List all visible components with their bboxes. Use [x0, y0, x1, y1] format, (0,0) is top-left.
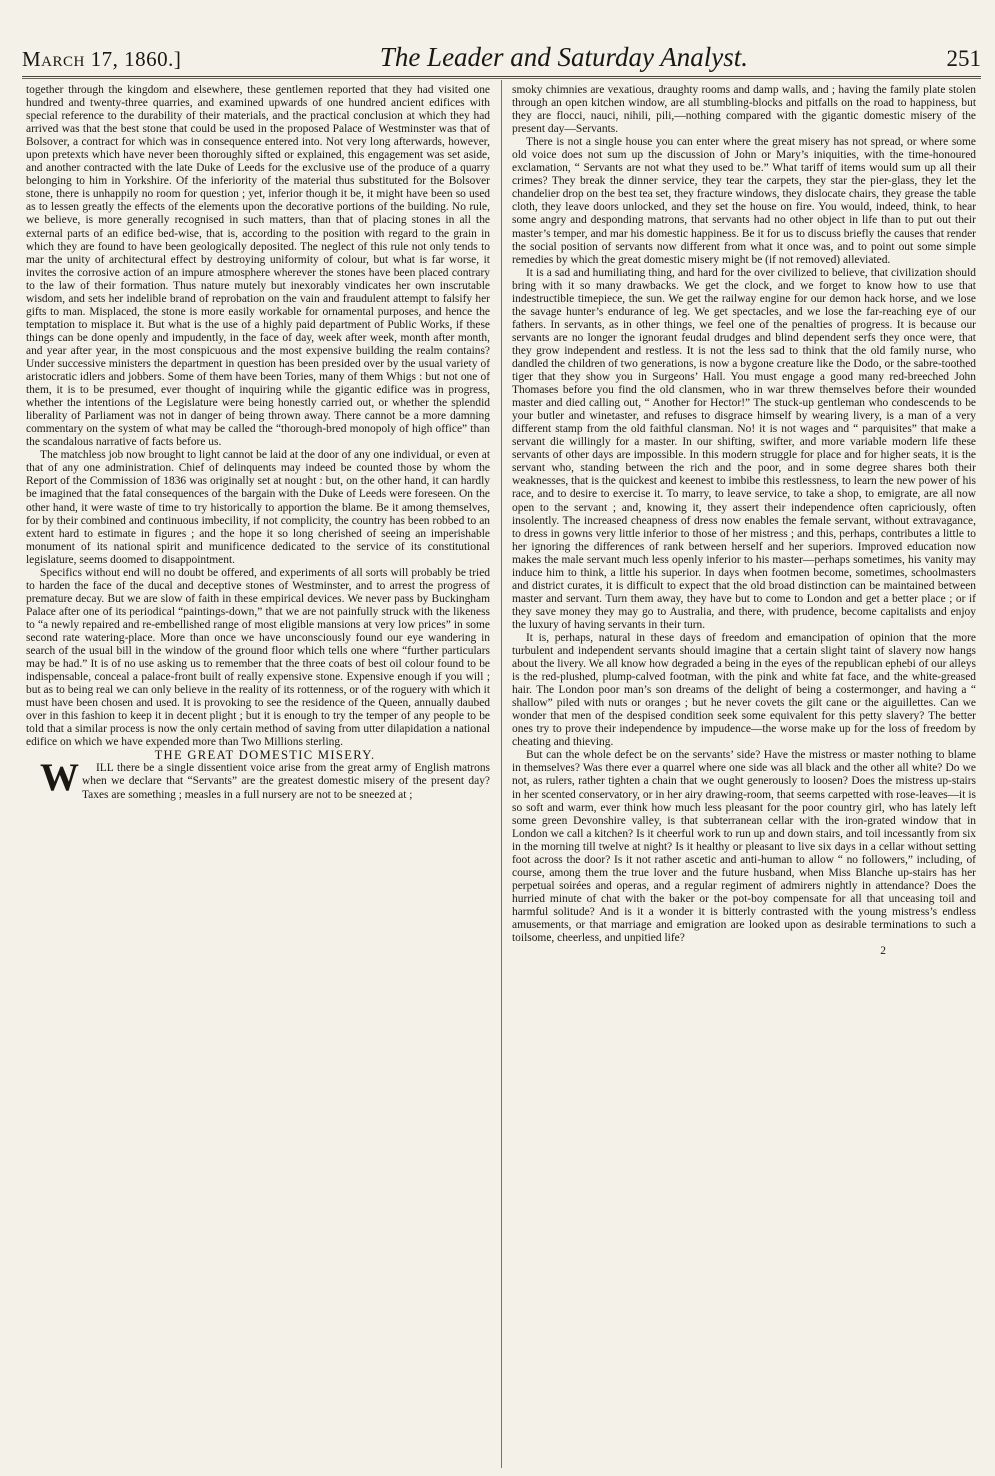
right-column — [512, 84, 976, 1468]
right-paragraph-2: There is not a single house you can enter where the great misery has not spread, or where some old voice does not sum up the discussion of John or Mary’s iniquities, with the time-honoured exclamation, “ Servants are not what they used to be.” What tariff of items would sum up all their crimes? They break the dinner service, they tear the carpets, they star the pier-glass, they let the chandelier drop on the best tea set, they fracture windows, they dislocate chairs, they grease the table cloth, they leave doors unlocked, and they set the house on fire. You would, indeed, think, to hear some angry and desponding matrons, that servants had no other object in life than to put out their master’s temper, and mar his domestic happiness. Be it for us to discuss briefly the causes that render the social position of servants now different from what it once was, and to point out some simple remedies by which the great domestic misery might be (if not removed) alleviated. — [512, 136, 976, 266]
left-paragraph-3: Specifics without end will no doubt be offered, and experiments of all sorts will probably be tried to harden the face of the ducal and deceptive stones of Westminster, and to arrest the progress of premature decay. But we are slow of faith in these empirical devices. We never pass by Buckingham Palace after one of its periodical “paintings-down,” that we are not painfully struck with the likeness to “a newly repaired and re-embellished range of most eligible mansions at very low prices” in some second rate watering-place. More than once we have unconsciously found our eye wandering in search of the usual bill in the window of the ground floor which tells one where “further particulars may be had.” It is of no use asking us to remember that the three coats of best oil colour found to be indispensable, conceal a palace-front built of really expensive stone. Expensive enough if you will ; but as to being real we can only believe in the reality of its rottenness, or of the roguery with which it must have been chosen and used. It is provoking to see the residence of the Queen, annually daubed over in this fashion to keep it in decent plight ; but it is enough to try the temper of any people to be told that a similar process is now the only certain method of saving from utter dilapidation a national edifice on which we have expended more than Two Millions sterling. — [26, 566, 490, 749]
right-paragraph-3: It is a sad and humiliating thing, and hard for the over civilized to believe, that civilization should bring with it so many drawbacks. We get the clock, and we forget to know how to use that indestructible timepiece, the sun. We get the railway engine for our demon hack horse, and we lose the savage hunter’s endurance of leg. We get spectacles, and we lose the far-reaching eye of our fathers. In servants, as in other things, we feel one of the penalties of progress. It is because our servants are no longer the ignorant feudal drudges and blind dependent serfs they once were, that they grow independent and restless. It is not the less sad to think that the old family nurse, who dandled the children of two generations, is now a bygone creature like the Dodo, or the sabre-toothed tiger that they show you in Surgeons’ Hall. You must engage a good many red-breeched John Thomases before you find the old clansmen, who in war threw themselves before their wounded master and died calling out, “ Another for Hector!” The stuck-up gentleman who condescends to be your butler and winetaster, and refuses to disgrace himself by wearing livery, is a man of a very different stamp from the old faithful clansman. No! it is not wages and “ parquisites” that make a servant die willingly for a master. In our shifting, swifter, and more variable modern life these servants of other days are impossible. In this modern struggle for place and for higher seats, it is the servant who, standing between the rich and the poor, and in some degree shares both their weaknesses, that is the quickest and keenest to imbibe this restlessness, to learn the new power of his race, and to desire to exercise it. To marry, to leave service, to take a shop, to emigrate, are all now open to the servant ; and, knowing it, they assert their independence often capriciously, often insolently. The increased cheapness of dress now enables the female servant, without extravagance, to dress in gowns very little inferior to those of her mistress ; and this, perhaps, contributes a little to her ignoring the differences of rank between herself and her superiors. Improved education now makes the male servant much less openly inferior to his master—perhaps sometimes, his vanity may induce him to think, a little his superior. In days when footmen become, sometimes, schoolmasters and district curates, it is difficult to expect that the old broad distinction can be maintained between master and servant. Turn them away, they have but to come to London and get a better place ; or if they save money they may go to Australia, and there, with prudence, become capitalists and enjoy the luxury of having servants in their turn. — [512, 266, 976, 631]
header-date: March 17, 1860.] — [22, 47, 182, 71]
page-header — [22, 40, 981, 77]
section-opening-text: ILL there be a single dissentient voice arise from the great army of English matrons when we declare that “Servants” are the greatest domestic misery of the present day? Taxes are something ; measles in a full nursery are not to be sneezed at ; — [82, 762, 490, 801]
header-rule — [22, 78, 981, 79]
section-title: THE GREAT DOMESTIC MISERY. — [154, 748, 376, 763]
column-signature: 2 — [880, 945, 886, 958]
section-opening-paragraph — [26, 756, 490, 801]
left-column — [26, 84, 490, 1468]
right-paragraph-1: smoky chimnies are vexatious, draughty rooms and damp walls, and ; having the family plate stolen through an open kitchen window, are all stumbling-blocks and pitfalls on the road to happiness, but they are flocci, nauci, nihili, pili,—nothing compared with the gigantic domestic misery of the present day—Servants. — [512, 84, 976, 136]
right-paragraph-5: But can the whole defect be on the servants’ side? Have the mistress or master nothing to blame in themselves? Was there ever a quarrel where one side was all black and the other all white? Do we not, as rulers, rather tighten a chain that we ought generously to loosen? Does the mistress up-stairs in her scented conservatory, or in her airy drawing-room, that seems carpetted with rose-leaves—it is so soft and warm, ever think how much less pleasant for the poor country girl, who has lately left some green Devonshire valley, is that subterranean cellar with the iron-grated window that in London we call a kitchen? Is it cheerful work to run up and down stairs, and toil incessantly from six in the morning till twelve at night? Is it healthy or pleasant to live six days in a cellar without setting foot across the door? Is it not rather ascetic and anti-human to allow “ no followers,” including, of course, among them the true lover and the future husband, when Miss Blanche up-stairs has her perpetual soirées and operas, and a regular regiment of admirers nightly in attendance? Does the hurried minute of chat with the baker or the pot-boy compensate for all that unceasing toil and harmful solitude? And is it a wonder it is bitterly contrasted with the young mistress’s endless amusements, or that marriage and emigration are looked upon as desirable terminations to such a toilsome, cheerless, and unpitied life? — [512, 749, 976, 945]
right-paragraph-4: It is, perhaps, natural in these days of freedom and emancipation of opinion that the more turbulent and independent servants should imagine that a certain slight taint of slavery now hangs about the livery. We all know how degraded a being in the eyes of the republican ephebi of our alleys is the red-plushed, plump-calved footman, with the pink and white fat face, and the white-greased hair. The London poor man’s son dreams of the delight of being a costermonger, and having a “ shallow” piled with nuts or oranges ; but he never covets the gilt cane or the aiguillettes. Can we wonder that men of the despised condition seek some equivalent for this petty slavery? The better ones try to prove their independence by impudence—the worse make up for the loss of freedom by cheating and thieving. — [512, 631, 976, 749]
header-page-number: 251 — [946, 46, 981, 71]
column-divider — [501, 80, 502, 1468]
header-title: The Leader and Saturday Analyst. — [379, 42, 749, 72]
left-paragraph-2: The matchless job now brought to light cannot be laid at the door of any one individual, or even at that of any one administration. Chief of delinquents may indeed be counted those by whom the Report of the Commission of 1836 was originally set at nought : but, on the other hand, it can hardly be imagined that the fatal consequences of the bargain with the Duke of Leeds were foreseen. On the other hand, it were waste of time to try historically to apportion the blame. Be it among themselves, for by their combined and continuous imbecility, if not complicity, the country has been robbed to an extent hard to estimate in figures ; and the hope it so long cherished of seeing an imperishable monument of its national spirit and munificence dedicated to the service of its constitutional legislature, seems doomed to disappointment. — [26, 449, 490, 566]
left-paragraph-1: together through the kingdom and elsewhere, these gentlemen reported that they had visited one hundred and twenty-three quarries, and examined upwards of one hundred ancient edifices with special reference to the durability of their materials, and the practical conclusion at which they had arrived was that the best stone that could be used in the proposed Palace of Westminster was that of Bolsover, a contract for which was in consequence entered into. Not very long afterwards, however, upon pretexts which have never been thoroughly sifted or explained, this engagement was set aside, and another contracted with the late Duke of Leeds for the exclusive use of the produce of a quarry belonging to him in Yorkshire. Of the inferiority of the material thus substituted for the Bolsover stone, there is unhappily no room for question ; yet, inferior though it be, it might have been so used as to lessen greatly the effects of the elements upon the decorative portions of the building. No rule, we believe, is more generally recognised in such matters, than that of placing stones in all the external parts of an edifice bed-wise, that is, according to the position with regard to the grain in which they are found to have been geologically deposited. The neglect of this rule not only tends to mar the unity of architectural effect by destroying uniformity of colour, but what is far worse, it invites the corrosive action of an impure atmosphere wherever the stones have been placed contrary to the law of their formation. Thus nature mutely but inexorably vindicates her own inscrutable wisdom, and sets her indelible brand of reprobation on the vain and fraudulent attempt to falsify her gifts to man. Misplaced, the stone is more easily workable for ornamental purposes, and hence the temptation to misplace it. But what is the use of a highly paid department of Public Works, if these things can be done openly and impudently, in the face of day, week after week, month after month, and year after year, in the most conspicuous and the most expensive building the realm contains? Under successive ministers the department in question has been presided over by the usual variety of aristocratic idlers and jobbers. Some of them have been Tories, many of them Whigs : but not one of them, it is to be presumed, ever thought of inquiring while the gigantic edifice was in progress, whether the intentions of the Legislature were being honestly carried out, or whether the splendid liberality of Parliament was not in danger of being thrown away. There cannot be a more damning commentary on the system of what may be called the “thorough-bred monopoly of high office” than the scandalous narrative of facts before us. — [26, 84, 490, 449]
drop-cap: W — [40, 756, 79, 800]
